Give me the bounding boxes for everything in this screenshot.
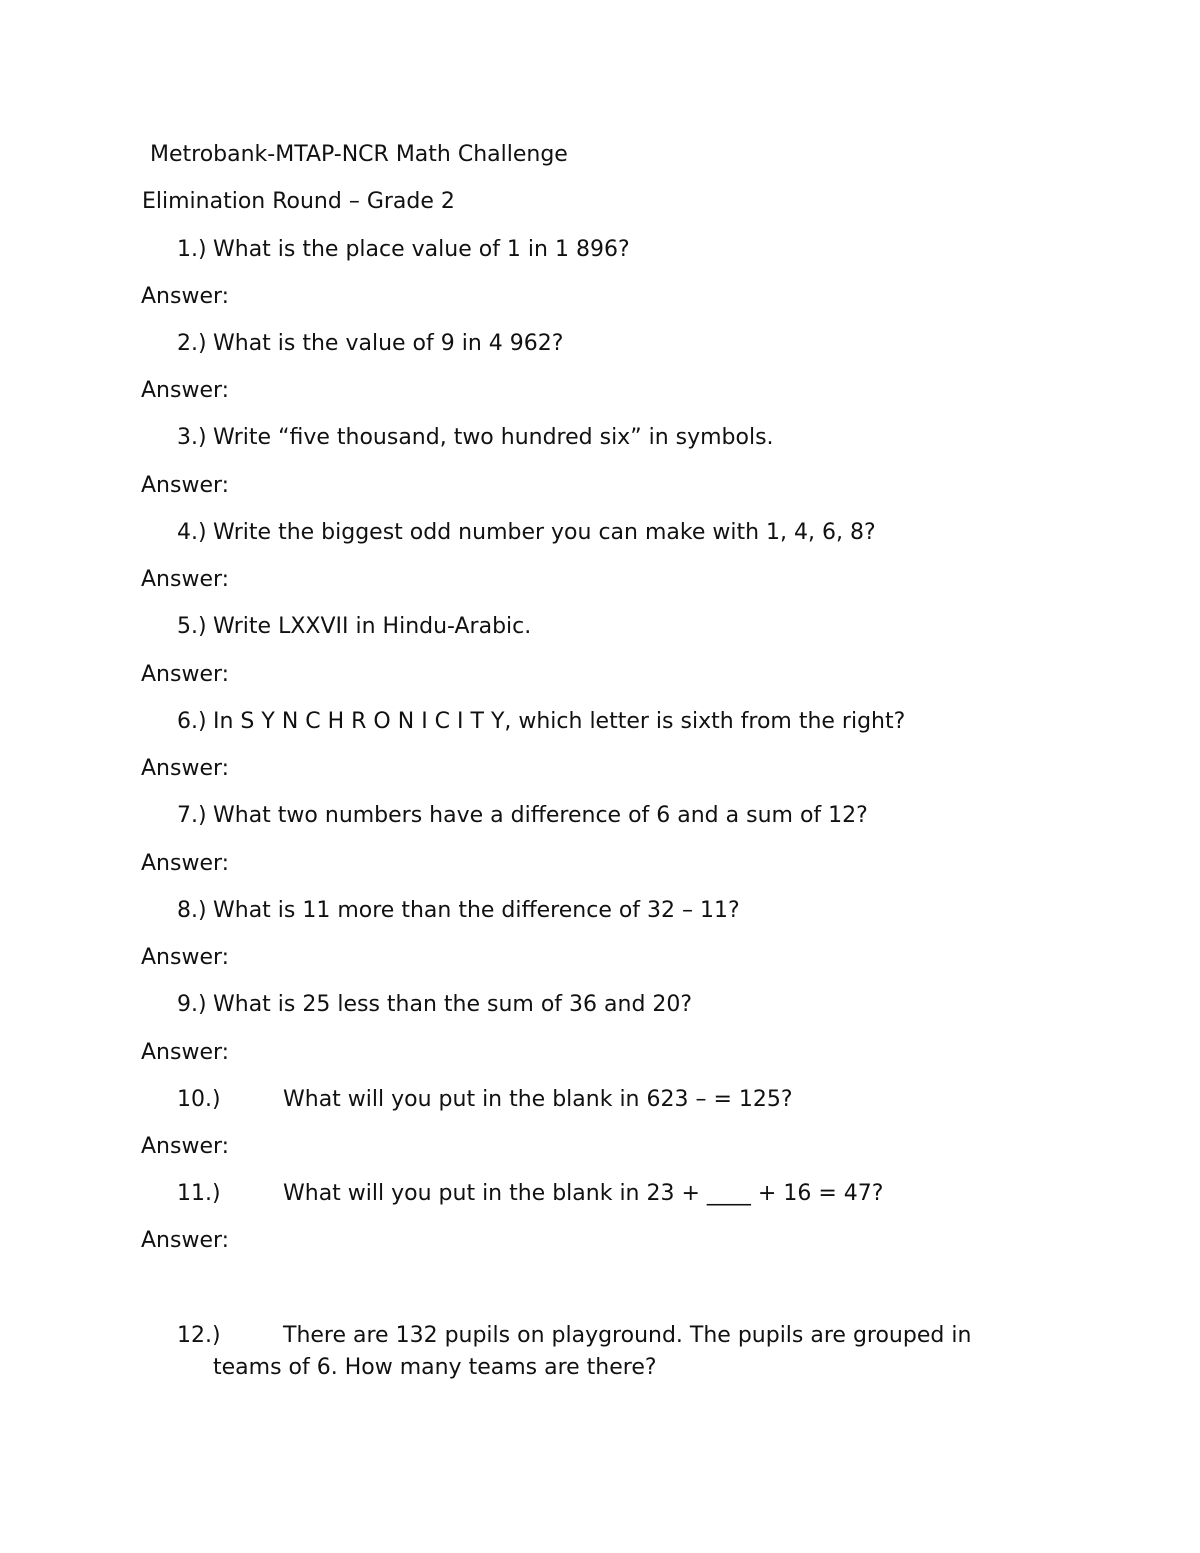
- question-8-number: 8.): [177, 898, 207, 923]
- question-5-number: 5.): [177, 614, 207, 639]
- question-3-number: 3.): [177, 425, 207, 450]
- answer-label-2: Answer:: [141, 378, 230, 403]
- question-6-text: In S Y N C H R O N I C I T Y, which letter is sixth from the right?: [213, 709, 906, 734]
- question-2-text: What is the value of 9 in 4 962?: [213, 331, 564, 356]
- answer-label-10: Answer:: [141, 1134, 230, 1159]
- question-1-text: What is the place value of 1 in 1 896?: [213, 237, 630, 262]
- question-9-text: What is 25 less than the sum of 36 and 20?: [213, 992, 693, 1017]
- answer-label-4: Answer:: [141, 567, 230, 592]
- question-6-number: 6.): [177, 709, 207, 734]
- question-1-number: 1.): [177, 237, 207, 262]
- question-4-text: Write the biggest odd number you can make with 1, 4, 6, 8?: [213, 520, 876, 545]
- answer-label-7: Answer:: [141, 851, 230, 876]
- question-9-number: 9.): [177, 992, 207, 1017]
- question-8-text: What is 11 more than the difference of 32 – 11?: [213, 898, 740, 923]
- question-10-text: What will you put in the blank in 623 – = 125?: [283, 1087, 793, 1112]
- answer-label-3: Answer:: [141, 473, 230, 498]
- question-4-number: 4.): [177, 520, 207, 545]
- answer-label-1: Answer:: [141, 284, 230, 309]
- question-2-number: 2.): [177, 331, 207, 356]
- answer-label-8: Answer:: [141, 945, 230, 970]
- question-12-number: 12.): [177, 1323, 221, 1348]
- question-11-number: 11.): [177, 1181, 221, 1206]
- question-3-text: Write “five thousand, two hundred six” in symbols.: [213, 425, 774, 450]
- answer-label-6: Answer:: [141, 756, 230, 781]
- question-12-text: There are 132 pupils on playground. The pupils are grouped in: [283, 1323, 972, 1348]
- document-title: Metrobank-MTAP-NCR Math Challenge: [150, 142, 568, 167]
- question-11-text: What will you put in the blank in 23 + ____ + 16 = 47?: [283, 1181, 884, 1206]
- question-5-text: Write LXXVII in Hindu-Arabic.: [213, 614, 532, 639]
- answer-label-9: Answer:: [141, 1040, 230, 1065]
- question-7-text: What two numbers have a difference of 6 and a sum of 12?: [213, 803, 868, 828]
- answer-label-11: Answer:: [141, 1228, 230, 1253]
- document-subtitle: Elimination Round – Grade 2: [142, 189, 455, 214]
- question-12-text-continued: teams of 6. How many teams are there?: [213, 1355, 657, 1380]
- question-7-number: 7.): [177, 803, 207, 828]
- answer-label-5: Answer:: [141, 662, 230, 687]
- question-10-number: 10.): [177, 1087, 221, 1112]
